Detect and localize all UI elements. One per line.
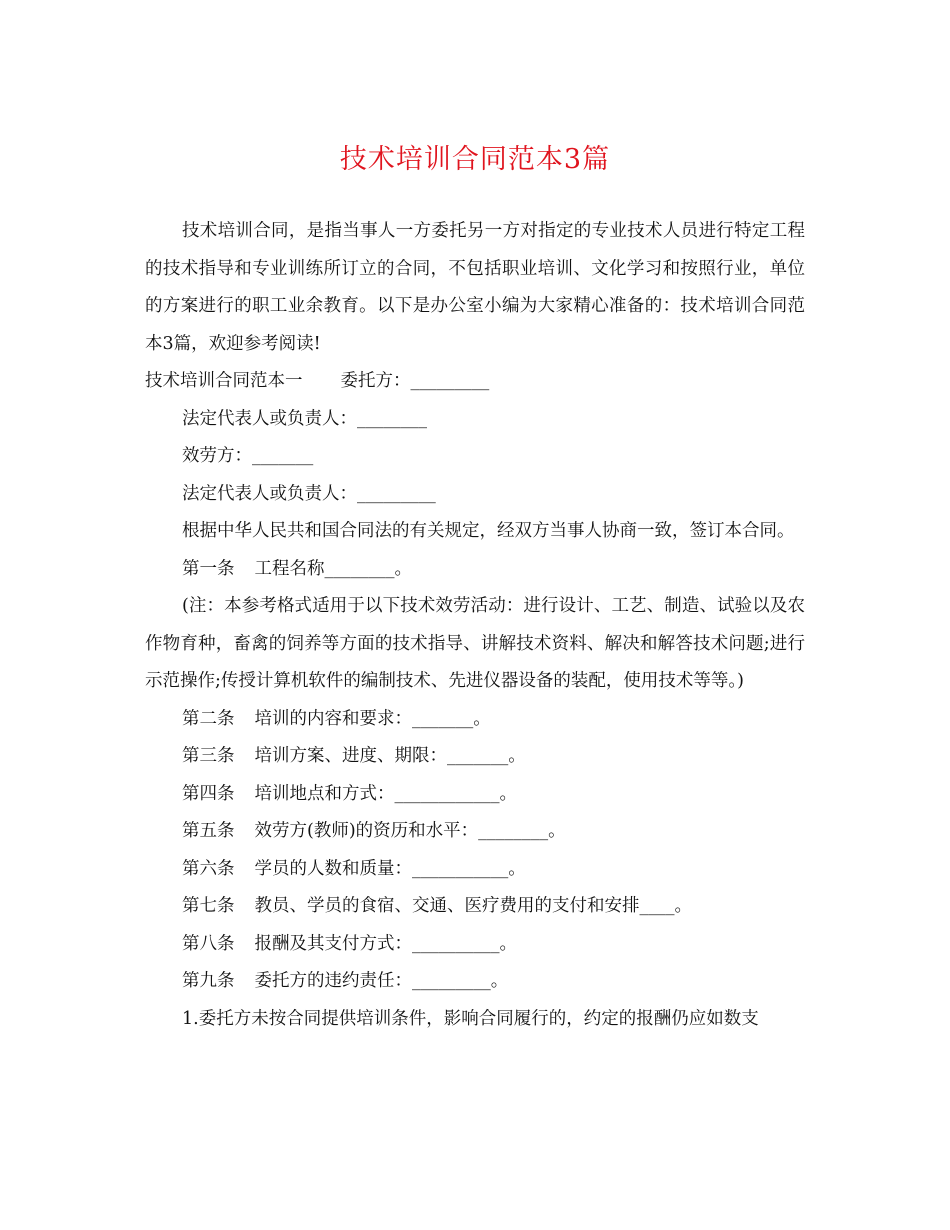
article-text: 教员、学员的食宿、交通、医疗费用的支付和安排____。 [254,896,692,916]
article-number: 第七条 [182,896,235,916]
article-number: 第一条 [182,558,235,579]
document-body [145,213,805,1038]
article-1 [145,551,805,589]
sample-heading: 技术培训合同范本一 [145,371,303,391]
article-text: 培训地点和方式：____________。 [254,783,517,804]
article-text: 委托方的违约责任：_________。 [254,971,509,991]
client-field: 委托方：_________ [340,371,490,391]
article-number: 第五条 [182,821,235,841]
clause-1: 1.委托方未按合同提供培训条件，影响合同履行的，约定的报酬仍应如数支 [182,1008,759,1029]
sample-heading-line [145,363,805,401]
article-number: 第四条 [182,783,235,804]
article-5 [145,813,805,851]
article-text: 工程名称________。 [254,558,412,579]
article-8 [145,926,805,964]
article-number: 第三条 [182,746,235,766]
article-number: 第二条 [182,708,235,729]
basis-paragraph: 根据中华人民共和国合同法的有关规定，经双方当事人协商一致，签订本合同。 [182,521,795,541]
article-4 [145,776,805,814]
provider-field: 效劳方：_______ [182,446,314,466]
article-text: 培训的内容和要求：_______。 [254,708,491,729]
article-text: 报酬及其支付方式：__________。 [254,933,517,954]
article-text: 培训方案、进度、期限：_______。 [254,746,526,766]
article-number: 第六条 [182,858,235,879]
provider-representative-field: 法定代表人或负责人：_________ [182,483,436,504]
article-number: 第九条 [182,971,235,991]
article-7 [145,888,805,926]
document-title: 技术培训合同范本3篇 [339,144,611,175]
intro-paragraph: 技术培训合同，是指当事人一方委托另一方对指定的专业技术人员进行特定工程的技术指导和专业训练所订立的合同，不包括职业培训、文化学习和按照行业，单位的方案进行的职工业余教育。以下是办公室小编为大家精心准备的：技术培训合同范本3篇，欢迎参考阅读! [145,221,805,354]
article-text: 效劳方(教师)的资历和水平：________。 [254,821,566,841]
article-3 [145,738,805,776]
article-6 [145,851,805,889]
note-paragraph: (注：本参考格式适用于以下技术效劳活动：进行设计、工艺、制造、试验以及农作物育种，畜禽的饲养等方面的技术指导、讲解技术资料、解决和解答技术问题;进行示范操作;传授计算机软件的编制技术、先进仪器设备的装配，使用技术等等。) [145,596,805,691]
article-number: 第八条 [182,933,235,954]
article-2 [145,701,805,739]
article-text: 学员的人数和质量：___________。 [254,858,526,879]
article-9 [145,963,805,1001]
client-representative-field: 法定代表人或负责人：________ [182,408,427,429]
